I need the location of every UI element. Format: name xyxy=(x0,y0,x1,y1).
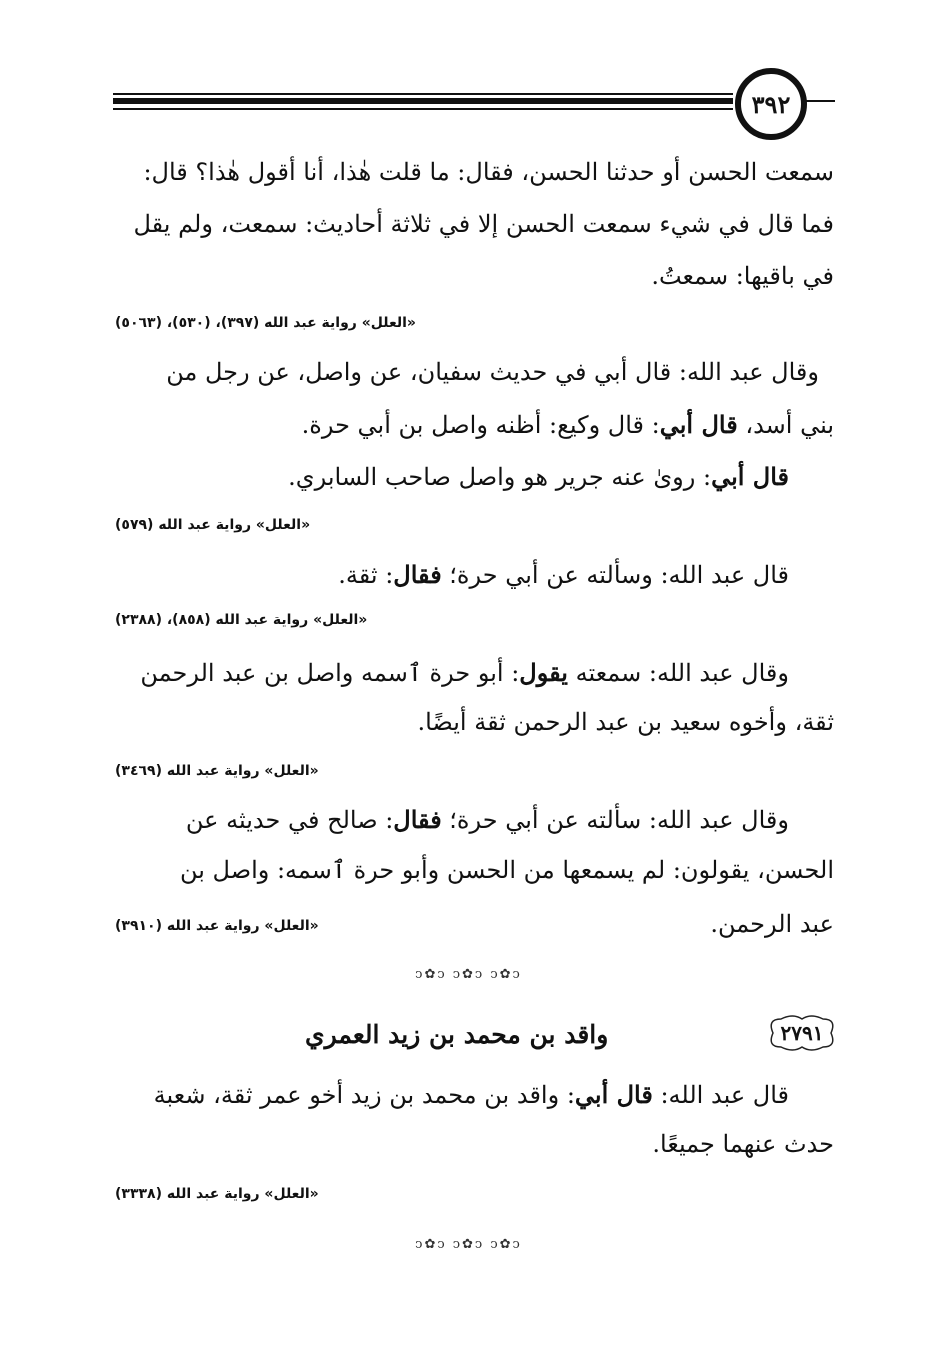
text-line: الحسن، يقولون: لم يسمعها من الحسن وأبو حرة ٱسمه: واصل بن xyxy=(179,856,834,884)
text-line: وقال عبد الله: قال أبي في حديث سفيان، عن واصل، عن رجل من xyxy=(166,358,819,386)
header-rule-tail xyxy=(805,100,835,102)
text-line: بني أسد، قال أبي: قال وكيع: أظنه واصل بن أبي حرة. xyxy=(301,410,834,439)
citation: «العلل» رواية عبد الله (٣٩٧)، (٥٣٠)، (٥٠٦٣) xyxy=(115,315,416,331)
entry-number: ٢٧٩١ xyxy=(780,1021,824,1045)
text-line: قال عبد الله: قال أبي: واقد بن محمد بن زيد أخو عمر ثقة، شعبة xyxy=(153,1080,789,1109)
text-line: وقال عبد الله: سألته عن أبي حرة؛ فقال: صالح في حديثه عن xyxy=(185,805,789,834)
page-number: ٣٩٢ xyxy=(735,68,807,140)
citation: «العلل» رواية عبد الله (٨٥٨)، (٢٣٨٨) xyxy=(115,612,368,628)
section-ornament: ↄ✿ↄ ↄ✿ↄ ↄ✿ↄ xyxy=(415,967,522,982)
section-ornament: ↄ✿ↄ ↄ✿ↄ ↄ✿ↄ xyxy=(415,1237,522,1252)
text-line: وقال عبد الله: سمعته يقول: أبو حرة ٱسمه واصل بن عبد الرحمن xyxy=(140,658,789,687)
text-line: ثقة، وأخوه سعيد بن عبد الرحمن ثقة أيضًا. xyxy=(417,708,834,736)
text-line: في باقيها: سمعتُ. xyxy=(651,262,834,290)
header-rule xyxy=(113,93,733,113)
citation: «العلل» رواية عبد الله (٣٣٣٨) xyxy=(115,1186,319,1202)
text-line: قال عبد الله: وسألته عن أبي حرة؛ فقال: ثقة. xyxy=(338,560,789,589)
text-line: حدث عنهما جميعًا. xyxy=(652,1130,834,1158)
citation: «العلل» رواية عبد الله (٣٩١٠) xyxy=(115,918,319,934)
text-line: عبد الرحمن. xyxy=(710,910,834,938)
citation: «العلل» رواية عبد الله (٣٤٦٩) xyxy=(115,763,319,779)
entry-number-badge xyxy=(763,1013,841,1053)
text-line: سمعت الحسن أو حدثنا الحسن، فقال: ما قلت هٰذا، أنا أقول هٰذا؟ قال: xyxy=(143,158,834,186)
entry-title: واقد بن محمد بن زيد العمري xyxy=(305,1020,609,1049)
text-line: قال أبي: رویٰ عنه جرير هو واصل صاحب السابري. xyxy=(288,462,789,491)
citation: «العلل» رواية عبد الله (٥٧٩) xyxy=(115,517,311,533)
text-line: فما قال في شيء سمعت الحسن إلا في ثلاثة أحاديث: سمعت، ولم يقل xyxy=(133,210,834,238)
